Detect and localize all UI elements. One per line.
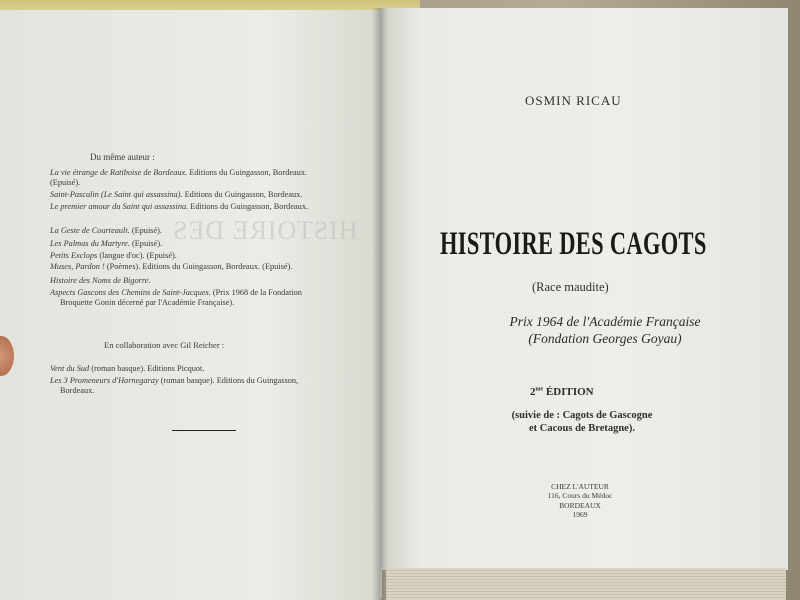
publisher-address: 116, Cours du Médoc (547, 491, 613, 501)
work-item: La vie étrange de Ratiboise de Bordeaux. Editions du Guingasson, Bordeaux. (Epuisé). (50, 168, 308, 187)
work-item: La Geste de Courteault. (Epuisé). (50, 226, 163, 235)
collab-work-item: Les 3 Promeneurs d'Harnegaray (roman basque). Editions du Guingasson, Bordeaux. (50, 376, 299, 395)
publisher-line: CHEZ L'AUTEUR (551, 482, 609, 491)
publisher-block (520, 482, 640, 520)
book-gutter (372, 8, 388, 600)
publisher-city: BORDEAUX (559, 500, 601, 510)
collab-work-item: Vent du Sud (roman basque). Editions Picquot. (50, 364, 205, 373)
work-item: Petits Exclops (langue d'oc). (Epuisé). (50, 251, 177, 260)
work-item: Muses, Pardon ! (Poèmes). Editions du Guingasson, Bordeaux. (Epuisé). (50, 262, 293, 271)
work-item: Aspects Gascons des Chemins de Saint-Jacques. (Prix 1968 de la Fondation Broquette Gonin décerné par l'Académie Française). (50, 288, 302, 307)
work-item: Saint-Pascalin (Le Saint qui assassina). Editions du Guingasson, Bordeaux. (50, 190, 303, 199)
work-item: Les Palmas du Martyre. (Epuisé). (50, 239, 163, 248)
divider-rule (172, 430, 236, 431)
publication-year: 1969 (572, 510, 588, 520)
edition-label: $2^{me}$ ÉDITION (530, 386, 594, 398)
prize-note (480, 313, 730, 348)
collaboration-heading: En collaboration avec Gil Reicher : (104, 340, 225, 350)
prize-line: Prix 1964 de l'Académie Française (509, 314, 701, 329)
other-works-heading: Du même auteur : (90, 152, 155, 162)
work-item: Le premier amour du Saint qui assassina. Editions du Guingasson, Bordeaux. (50, 202, 309, 211)
page-stack-edges (386, 568, 786, 600)
author-name: OSMIN RICAU (525, 93, 622, 108)
work-item: Histoire des Noms de Bigorre. (50, 276, 151, 285)
book-subtitle: (Race maudite) (532, 280, 609, 294)
show-through-text: HISTOIRE DES (172, 216, 358, 245)
prize-foundation: (Fondation Georges Goyau) (528, 331, 682, 347)
supplement-note: (suivie de : Cagots de Gascogne et Cacous de Bretagne). (511, 410, 653, 435)
book-title: HISTOIRE DES CAGOTS (440, 226, 707, 262)
